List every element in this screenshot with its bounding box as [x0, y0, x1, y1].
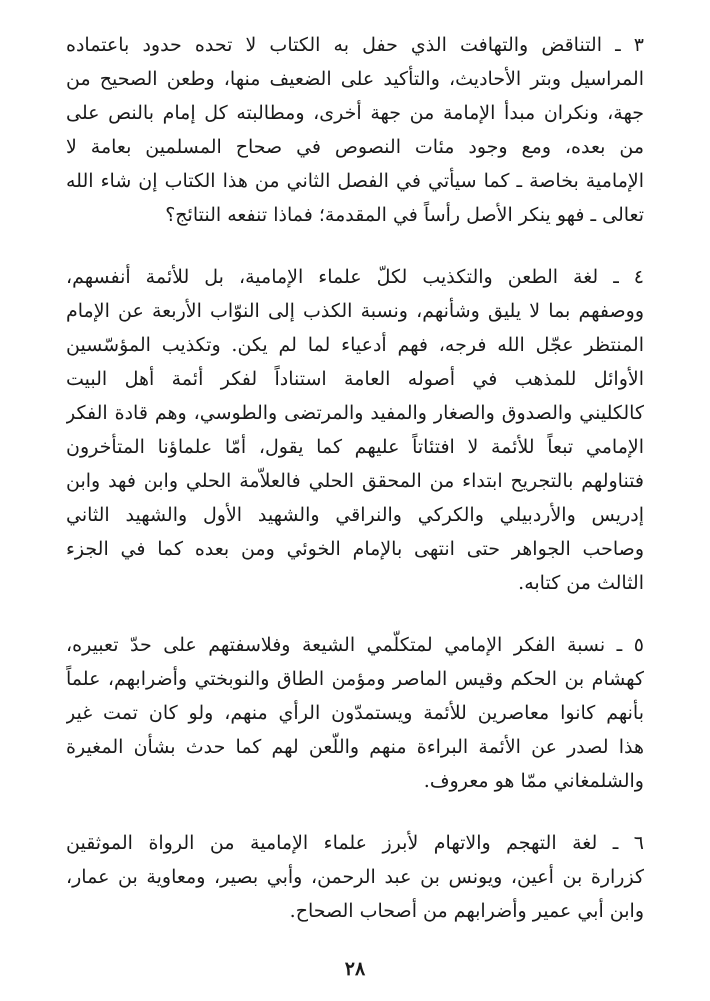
- text-line: الإمامي تبعاً للأئمة لا افتئاتاً عليهم كما يقول، أمّا علماؤنا المتأخرون: [66, 436, 644, 458]
- text-line: فتناولهم بالتجريح ابتداء من المحقق الحلي فالعلاّمة الحلي وابن فهد وابن: [66, 470, 644, 492]
- text-line: ٤ ـ لغة الطعن والتكذيب لكلّ علماء الإمامية، بل للأئمة أنفسهم،: [66, 266, 644, 288]
- text-line: هذا لصدر عن الأئمة البراءة منهم واللّعن لهم كما حدث بشأن المغيرة: [66, 736, 644, 758]
- text-line: كهشام بن الحكم وقيس الماصر ومؤمن الطاق والنوبختي وأضرابهم، علماً: [66, 668, 644, 690]
- text-line: وصاحب الجواهر حتى انتهى بالإمام الخوئي ومن بعده كما في الجزء: [66, 538, 644, 560]
- text-line: ووصفهم بما لا يليق وشأنهم، ونسبة الكذب إلى النوّاب الأربعة عن الإمام: [66, 300, 644, 322]
- paragraph-3: [66, 28, 644, 232]
- text-line: جهة، ونكران مبدأ الإمامة من جهة أخرى، ومطالبته كل إمام بالنص على: [66, 102, 644, 124]
- text-line: ٦ ـ لغة التهجم والاتهام لأبرز علماء الإمامية من الرواة الموثقين: [66, 832, 644, 854]
- text-line: إدريس والأردبيلي والكركي والنراقي والشهيد الأول والشهيد الثاني: [66, 504, 644, 526]
- text-line: المنتظر عجّل الله فرجه، فهم أدعياء لما لم يكن. وتكذيب المؤسّسين: [66, 334, 644, 356]
- text-line: الثالث من كتابه.: [518, 572, 644, 594]
- text-line: ٥ ـ نسبة الفكر الإمامي لمتكلّمي الشيعة وفلاسفتهم على حدّ تعبيره،: [66, 634, 644, 656]
- text-line: وابن أبي عمير وأضرابهم من أصحاب الصحاح.: [289, 900, 644, 922]
- text-line: الإمامية بخاصة ـ كما سيأتي في الفصل الثاني من هذا الكتاب إن شاء الله: [66, 170, 644, 192]
- paragraph-6: [66, 826, 644, 928]
- text-line: ٣ ـ التناقض والتهافت الذي حفل به الكتاب لا تحده حدود باعتماده: [66, 34, 644, 56]
- text-line: من بعده، ومع وجود مئات النصوص في صحاح المسلمين بعامة لا: [66, 136, 644, 158]
- paragraph-4: [66, 260, 644, 600]
- paragraph-5: [66, 628, 644, 798]
- page-body: [66, 28, 644, 956]
- page-number: ٢٨: [344, 958, 366, 980]
- text-line: المراسيل وبتر الأحاديث، والتأكيد على الضعيف منها، وطعن الصحيح من: [66, 68, 644, 90]
- text-line: تعالى ـ فهو ينكر الأصل رأساً في المقدمة؛ فماذا تنفعه النتائج؟: [165, 204, 644, 226]
- text-line: كالكليني والصدوق والصغار والمفيد والمرتضى والطوسي، وهم قادة الفكر: [66, 402, 644, 424]
- text-line: الأوائل للمذهب في أصوله العامة استناداً لفكر أئمة أهل البيت: [66, 368, 644, 390]
- text-line: والشلمغاني ممّا هو معروف.: [423, 770, 644, 792]
- text-line: كزرارة بن أعين، ويونس بن عبد الرحمن، وأبي بصير، ومعاوية بن عمار،: [66, 866, 644, 888]
- text-line: بأنهم كانوا معاصرين للأئمة ويستمدّون الرأي منهم، ولو كان تمت غير: [66, 702, 644, 724]
